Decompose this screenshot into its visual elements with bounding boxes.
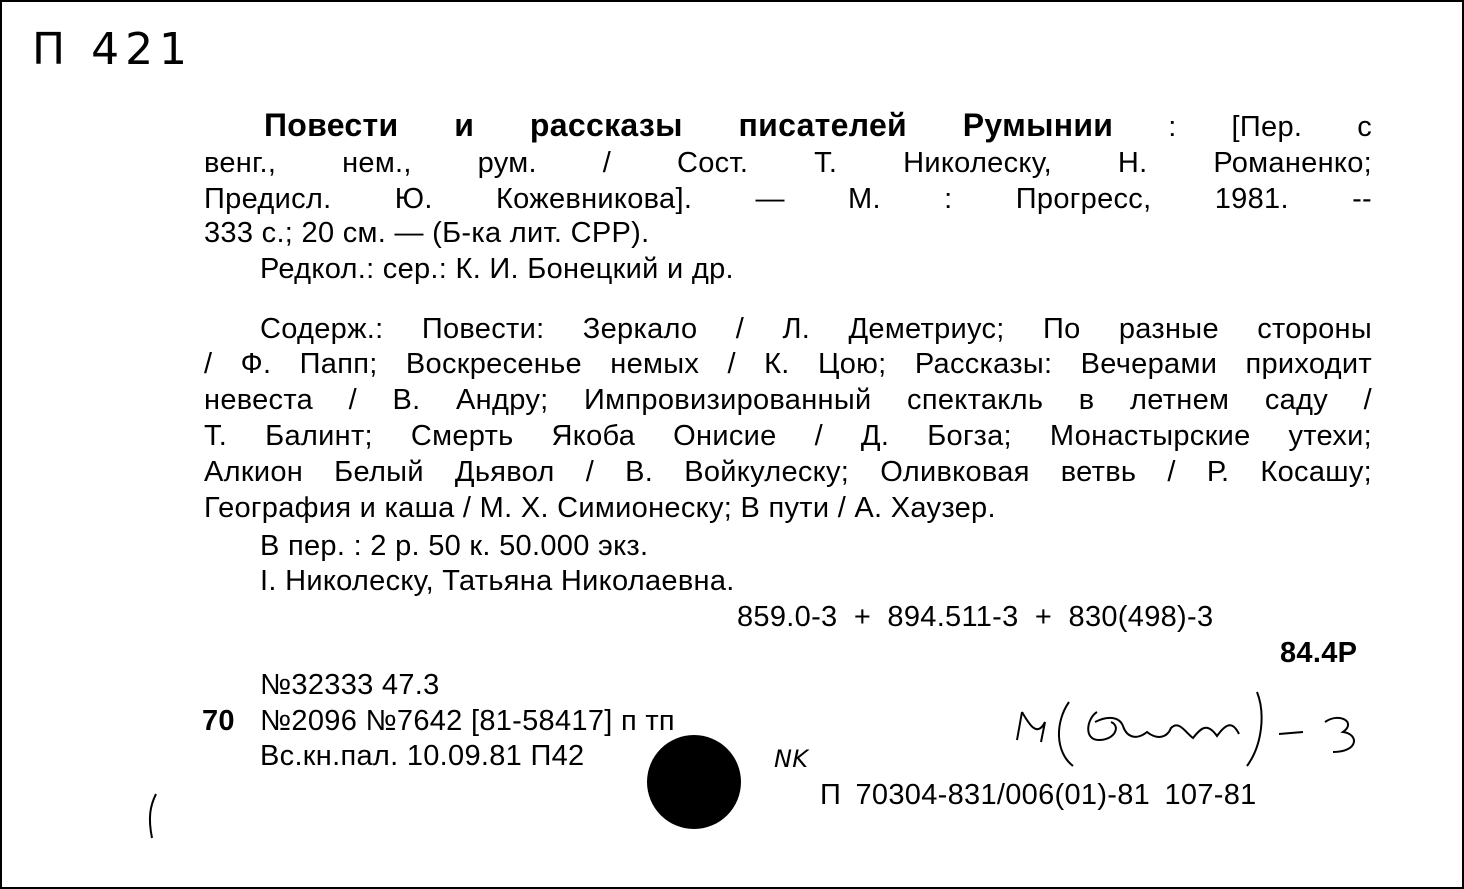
body-line-2: Предисл. Ю. Кожевникова]. — М. : Прогресс, 1981. -- (204, 183, 1372, 215)
record-number: №32333 47.3 (260, 669, 440, 701)
punch-hole (647, 735, 741, 829)
registration-numbers: №2096 №7642 [81-58417] п тп (260, 705, 675, 737)
body-line-1: венг., нем., рум. / Сост. Т. Николеску, Н. Романенко; (204, 147, 1372, 179)
card-prefix: 70 (202, 705, 235, 737)
book-chamber-line: Вс.кн.пал. 10.09.81 П42 (260, 740, 585, 772)
added-entry: I. Николеску, Татьяна Николаевна. (260, 565, 735, 597)
title-line (204, 108, 1372, 144)
classification-udc: 859.0-3 + 894.511-3 + 830(498)-3 (737, 601, 1214, 633)
publisher-code: П 70304-831/006(01)-81 107-81 (820, 779, 1257, 811)
handwritten-nk: NK (774, 745, 809, 773)
contents-line-6: География и каша / М. Х. Симионеску; В пути / А. Хаузер. (204, 492, 996, 524)
classification-bbk: 84.4Р (1280, 637, 1358, 669)
contents-line-5: Алкион Белый Дьявол / В. Войкулеску; Оливковая ветвь / Р. Косашу; (204, 456, 1372, 488)
handwritten-shelf-note (1007, 682, 1377, 772)
editorial-board: Редкол.: сер.: К. И. Бонецкий и др. (260, 253, 734, 285)
call-number: П 421 (32, 24, 194, 75)
title-rest: : [Пер. с (1168, 111, 1372, 143)
contents-line-1: Содерж.: Повести: Зеркало / Л. Деметриус; По разные стороны (260, 313, 1372, 345)
contents-line-4: Т. Балинт; Смерть Якоба Онисие / Д. Богза; Монастырские утехи; (204, 420, 1372, 452)
book-title: Повести и рассказы писателей Румынии (264, 107, 1114, 143)
body-line-3: 333 с.; 20 см. — (Б-ка лит. СРР). (204, 217, 650, 249)
pencil-mark (142, 792, 166, 842)
contents-line-2: / Ф. Папп; Воскресенье немых / К. Цою; Рассказы: Вечерами приходит (204, 348, 1372, 380)
contents-line-3: невеста / В. Андру; Импровизированный спектакль в летнем саду / (204, 384, 1372, 416)
price-line: В пер. : 2 р. 50 к. 50.000 экз. (260, 530, 649, 562)
